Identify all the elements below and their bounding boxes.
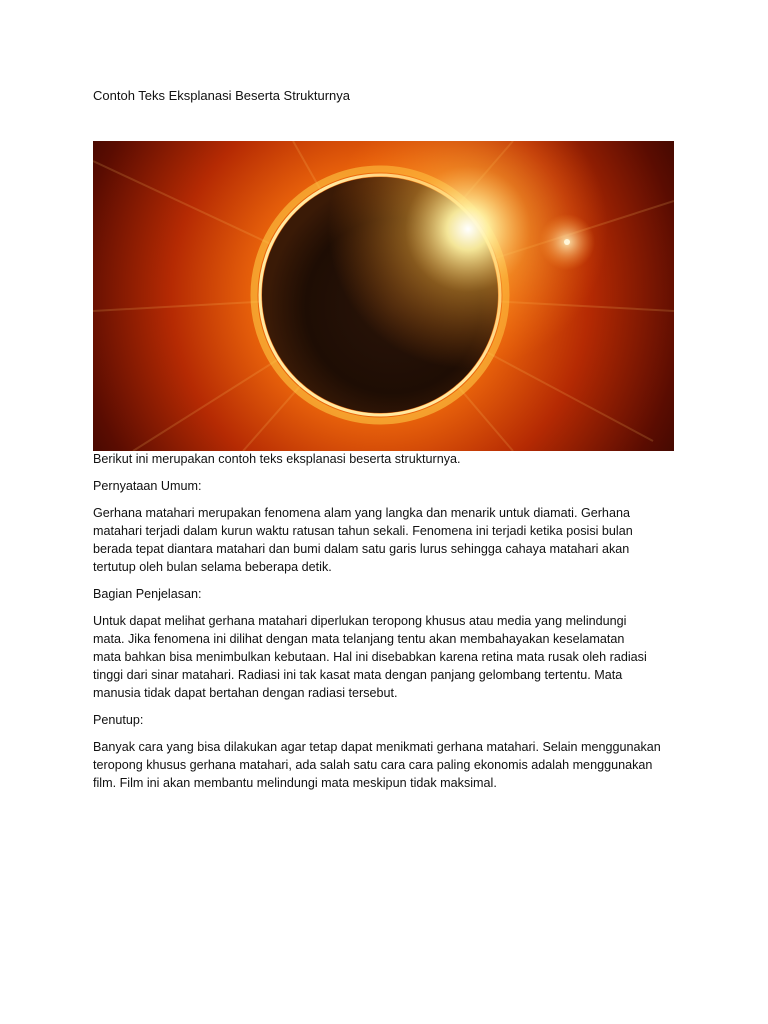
explanation-paragraph — [93, 612, 683, 702]
general-statement-paragraph — [93, 504, 683, 576]
text-line: Untuk dapat melihat gerhana matahari diperlukan teropong khusus atau media yang melindungi — [93, 614, 627, 628]
text-line: film. Film ini akan membantu melindungi mata meskipun tidak maksimal. — [93, 776, 497, 790]
text-line: matahari terjadi dalam kurun waktu ratusan tahun sekali. Fenomena ini terjadi ketika posisi bulan — [93, 524, 633, 538]
text-line: mata. Jika fenomena ini dilihat dengan mata telanjang tentu akan membahayakan keselamatan — [93, 632, 625, 646]
text-line: teropong khusus gerhana matahari, ada salah satu cara cara paling ekonomis adalah menggunakan — [93, 758, 653, 772]
text-line: berada tepat diantara matahari dan bumi dalam satu garis lurus sehingga cahaya matahari akan — [93, 542, 630, 556]
text-line: Gerhana matahari merupakan fenomena alam yang langka dan menarik untuk diamati. Gerhana — [93, 506, 630, 520]
document-title: Contoh Teks Eksplanasi Beserta Strukturnya — [93, 88, 351, 103]
text-line: tinggi dari sinar matahari. Radiasi ini tak kasat mata dengan panjang gelombang tertentu. Mata — [93, 668, 623, 682]
text-line: tertutup oleh bulan selama beberapa detik. — [93, 560, 332, 574]
document-body — [93, 450, 683, 801]
text-line: manusia tidak dapat bertahan dengan radiasi tersebut. — [93, 686, 398, 700]
text-line: mata bahkan bisa menimbulkan kebutaan. Hal ini disebabkan karena retina mata rusak oleh radiasi — [93, 650, 647, 664]
intro-paragraph: Berikut ini merupakan contoh teks eksplanasi beserta strukturnya. — [93, 452, 461, 466]
closing-paragraph — [93, 738, 683, 792]
solar-eclipse-image — [93, 141, 674, 451]
text-line: Banyak cara yang bisa dilakukan agar tetap dapat menikmati gerhana matahari. Selain menggunakan — [93, 740, 661, 754]
solar-eclipse-illustration — [93, 141, 674, 451]
section-heading-explanation: Bagian Penjelasan: — [93, 587, 202, 601]
section-heading-closing: Penutup: — [93, 713, 144, 727]
section-heading-general-statement: Pernyataan Umum: — [93, 479, 202, 493]
